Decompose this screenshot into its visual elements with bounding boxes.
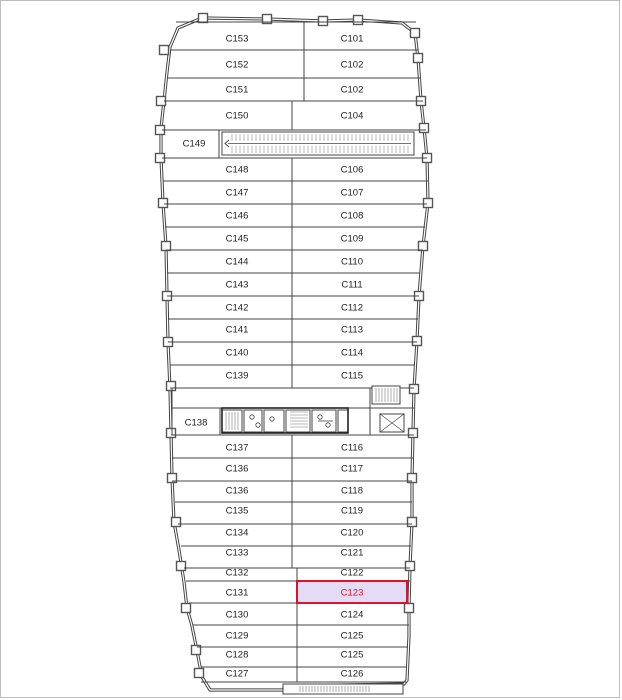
unit-label-c120: C120 — [340, 527, 364, 539]
structural-column — [414, 54, 423, 63]
unit-label-c133: C133 — [225, 547, 249, 559]
unit-label-c123[interactable]: C123 — [340, 587, 364, 599]
unit-label-c131: C131 — [225, 587, 249, 599]
structural-column — [195, 669, 204, 678]
structural-column — [167, 382, 176, 391]
service-room — [264, 410, 284, 432]
unit-label-c101: C101 — [340, 33, 364, 45]
building-features — [172, 132, 414, 694]
structural-column — [160, 46, 169, 55]
unit-label-c136: C136 — [225, 485, 249, 497]
unit-label-c108: C108 — [340, 210, 364, 222]
unit-label-c127: C127 — [225, 668, 249, 680]
unit-label-c124: C124 — [340, 609, 364, 621]
unit-label-c116: C116 — [340, 442, 364, 454]
unit-label-c139: C139 — [225, 370, 249, 382]
unit-label-c102: C102 — [340, 84, 364, 96]
unit-label-c141: C141 — [225, 324, 249, 336]
structural-column — [319, 17, 328, 26]
unit-label-c125: C125 — [340, 630, 364, 642]
unit-label-c137: C137 — [225, 442, 249, 454]
unit-label-c128: C128 — [225, 649, 249, 661]
unit-label-c144: C144 — [225, 256, 249, 268]
unit-label-c109: C109 — [340, 233, 364, 245]
bottom-strip — [283, 684, 403, 694]
unit-label-c113: C113 — [340, 324, 364, 336]
unit-label-c142: C142 — [225, 302, 249, 314]
structural-column — [410, 385, 419, 394]
structural-column — [199, 14, 208, 23]
structural-column — [409, 429, 418, 438]
unit-label-c126: C126 — [340, 668, 364, 680]
unit-label-c153: C153 — [225, 33, 249, 45]
unit-label-c136: C136 — [225, 463, 249, 475]
unit-label-c122: C122 — [340, 567, 364, 579]
service-room — [244, 410, 262, 432]
structural-column — [413, 337, 422, 346]
structural-column — [354, 16, 363, 25]
structural-column — [167, 429, 176, 438]
unit-label-c121: C121 — [340, 547, 364, 559]
structural-column — [408, 518, 417, 527]
unit-label-c134: C134 — [225, 527, 249, 539]
unit-label-c146: C146 — [225, 210, 249, 222]
structural-column — [162, 242, 171, 251]
unit-label-c114: C114 — [340, 347, 364, 359]
unit-label-c104: C104 — [340, 110, 364, 122]
unit-label-c145: C145 — [225, 233, 249, 245]
unit-label-c138: C138 — [184, 417, 208, 429]
unit-label-c152: C152 — [225, 59, 249, 71]
unit-label-c112: C112 — [340, 302, 364, 314]
unit-label-c125: C125 — [340, 649, 364, 661]
structural-column — [177, 562, 186, 571]
structural-column — [411, 29, 420, 38]
unit-label-c107: C107 — [340, 187, 364, 199]
unit-label-c143: C143 — [225, 279, 249, 291]
structural-column — [406, 562, 415, 571]
unit-label-c117: C117 — [340, 463, 364, 475]
unit-label-c130: C130 — [225, 609, 249, 621]
structural-column — [159, 199, 168, 208]
unit-label-c111: C111 — [341, 279, 363, 291]
unit-label-c150: C150 — [225, 110, 249, 122]
structural-column — [172, 518, 181, 527]
structural-column — [405, 604, 414, 613]
unit-label-c151: C151 — [225, 84, 249, 96]
structural-column — [182, 604, 191, 613]
structural-column — [424, 199, 433, 208]
unit-label-c129: C129 — [225, 630, 249, 642]
unit-label-c119: C119 — [340, 505, 364, 517]
unit-label-c149: C149 — [182, 138, 206, 150]
structural-column — [420, 124, 429, 133]
unit-label-c102: C102 — [340, 59, 364, 71]
unit-label-c115: C115 — [340, 370, 364, 382]
unit-label-c135: C135 — [225, 505, 249, 517]
unit-label-c148: C148 — [225, 164, 249, 176]
unit-label-c140: C140 — [225, 347, 249, 359]
structural-column — [419, 242, 428, 251]
unit-label-c132: C132 — [225, 567, 249, 579]
unit-label-c110: C110 — [340, 256, 364, 268]
unit-label-c147: C147 — [225, 187, 249, 199]
unit-label-c106: C106 — [340, 164, 364, 176]
unit-label-c118: C118 — [340, 485, 364, 497]
service-room — [338, 410, 348, 432]
